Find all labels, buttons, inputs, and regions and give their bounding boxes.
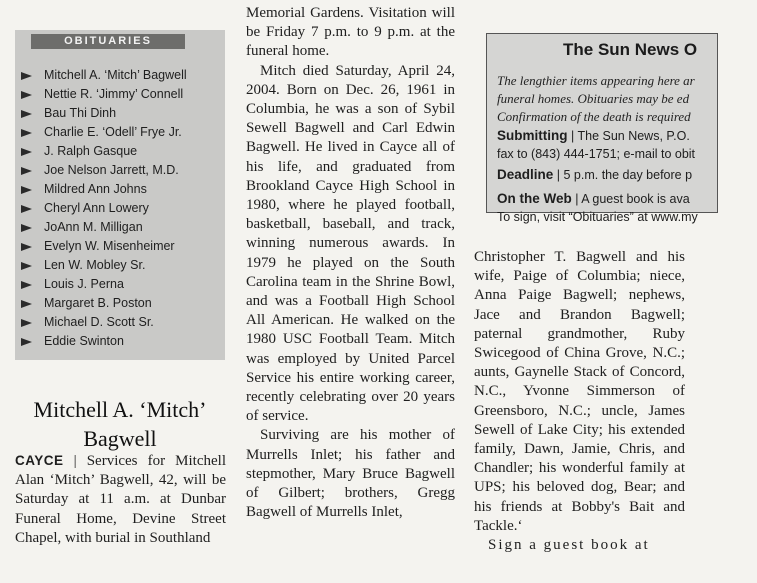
index-name: Bau Thi Dinh [44, 106, 117, 120]
obituary-column-1: CAYCE | Services for Mitchell Alan ‘Mitch’ Bagwell, 42, will be Saturday at 11 a.m. at Dunbar Funeral Home, Devine Street Chapel, with burial in Southland [15, 453, 226, 546]
web-label: On the Web [497, 191, 572, 206]
obituary-paragraph: Surviving are his mother of Murrells Inlet; his father and stepmother, Mary Bruce Bagwell of Gilbert; brothers, Gregg Bagwell of Murrells Inlet, [246, 427, 455, 521]
arrow-icon [21, 148, 32, 156]
arrow-icon [21, 338, 32, 346]
obituary-paragraph: Sign a guest book at [488, 537, 650, 554]
intro-line: Confirmation of the death is required [497, 109, 691, 124]
index-name: Cheryl Ann Lowery [44, 201, 149, 215]
submitting-text: | The Sun News, P.O. [570, 129, 690, 143]
index-list-item [21, 313, 187, 332]
index-name: Michael D. Scott Sr. [44, 315, 154, 329]
arrow-icon [21, 205, 32, 213]
index-list-item [21, 142, 187, 161]
arrow-icon [21, 300, 32, 308]
index-name: Margaret B. Poston [44, 296, 152, 310]
dateline: CAYCE [15, 453, 64, 468]
intro-line: funeral homes. Obituaries may be ed [497, 91, 690, 106]
index-list-item [21, 256, 187, 275]
index-list-item [21, 123, 187, 142]
index-name: Joe Nelson Jarrett, M.D. [44, 163, 179, 177]
index-name: Louis J. Perna [44, 277, 124, 291]
obituary-headline: Mitchell A. ‘Mitch’ Bagwell [33, 397, 207, 451]
arrow-icon [21, 91, 32, 99]
index-list-item [21, 161, 187, 180]
obituary-paragraph: Mitch died Saturday, April 24, 2004. Born on Dec. 26, 1961 in Columbia, he was a son of Sybil Sewell Bagwell and Carl Edwin Bagwell. He lived in Cayce all of his life, and graduated from Brookland Cayce High School in 1980, where he played football, basketball, baseball, and track, winning numerous awards. In 1979 he played on the South Carolina team in the Shrine Bowl, and was a Football High School All American. He walked on the 1980 USC Football Team. Mitch was employed by United Parcel Service his entire working career, recently celebrating over 20 years of service. [246, 62, 455, 425]
obituary-column-3 [474, 248, 685, 555]
arrow-icon [21, 110, 32, 118]
web-text: | A guest book is ava [575, 192, 690, 206]
index-list-item [21, 199, 187, 218]
submitting-label: Submitting [497, 128, 568, 143]
submitting-text-2: fax to (843) 444-1751; e-mail to obit [497, 146, 696, 161]
index-name: Mitchell A. ‘Mitch’ Bagwell [44, 68, 187, 82]
index-list-item [21, 85, 187, 104]
arrow-icon [21, 186, 32, 194]
index-name: Charlie E. ‘Odell’ Frye Jr. [44, 125, 182, 139]
index-name: Nettie R. ‘Jimmy’ Connell [44, 87, 184, 101]
arrow-icon [21, 281, 32, 289]
sun-news-info-box [486, 33, 718, 224]
obituary-column-2 [246, 4, 455, 522]
index-list-item [21, 294, 187, 313]
info-box-intro [497, 72, 757, 126]
arrow-icon [21, 319, 32, 327]
obituary-col1-text: Services for Mitchell Alan ‘Mitch’ Bagwell, 42, will be Saturday at 11 a.m. at Dunbar Funeral Home, Devine Street Chapel, with burial in Southland [15, 453, 226, 546]
index-name: Mildred Ann Johns [44, 182, 147, 196]
deadline-text: | 5 p.m. the day before p [556, 168, 693, 182]
index-name: JoAnn M. Milligan [44, 220, 143, 234]
index-name-list [21, 66, 187, 351]
obituaries-index-box [15, 30, 225, 360]
index-name: J. Ralph Gasque [44, 144, 138, 158]
obituary-paragraph: Memorial Gardens. Visitation will be Friday 7 p.m. to 9 p.m. at the funeral home. [246, 5, 455, 60]
deadline-label: Deadline [497, 167, 554, 182]
arrow-icon [21, 262, 32, 270]
index-name: Eddie Swinton [44, 334, 124, 348]
arrow-icon [21, 224, 32, 232]
index-list-item [21, 237, 187, 256]
submitting-info [497, 127, 757, 163]
index-header: OBITUARIES [31, 34, 185, 49]
index-list-item [21, 104, 187, 123]
index-list-item [21, 180, 187, 199]
web-info [497, 190, 757, 226]
index-list-item [21, 275, 187, 294]
arrow-icon [21, 129, 32, 137]
arrow-icon [21, 167, 32, 175]
arrow-icon [21, 243, 32, 251]
index-list-item [21, 218, 187, 237]
index-name: Evelyn W. Misenheimer [44, 239, 175, 253]
index-name: Len W. Mobley Sr. [44, 258, 146, 272]
info-box-title: The Sun News O [563, 40, 698, 59]
web-text-2: To sign, visit “Obituaries” at www.my [497, 209, 698, 224]
arrow-icon [21, 72, 32, 80]
index-list-item [21, 332, 187, 351]
obituary-paragraph: Christopher T. Bagwell and his wife, Paige of Columbia; niece, Anna Paige Bagwell; nephews, Jace and Brandon Bagwell; paternal grandmother, Ruby Swicegood of China Grove, N.C.; aunts, Gaynelle Stack of Concord, N.C., Yvonne Simmerson of Greensboro, N.C.; uncle, James Sewell of Lake City; his extended family, Dawn, Jamie, Chris, and Chandler; his wonderful family at UPS; his beloved dog, Bear; and his friends at Bobby's Bait and Tackle.‘ [474, 249, 685, 534]
index-list-item [21, 66, 187, 85]
intro-line: The lengthier items appearing here ar [497, 73, 695, 88]
deadline-info [497, 166, 757, 185]
